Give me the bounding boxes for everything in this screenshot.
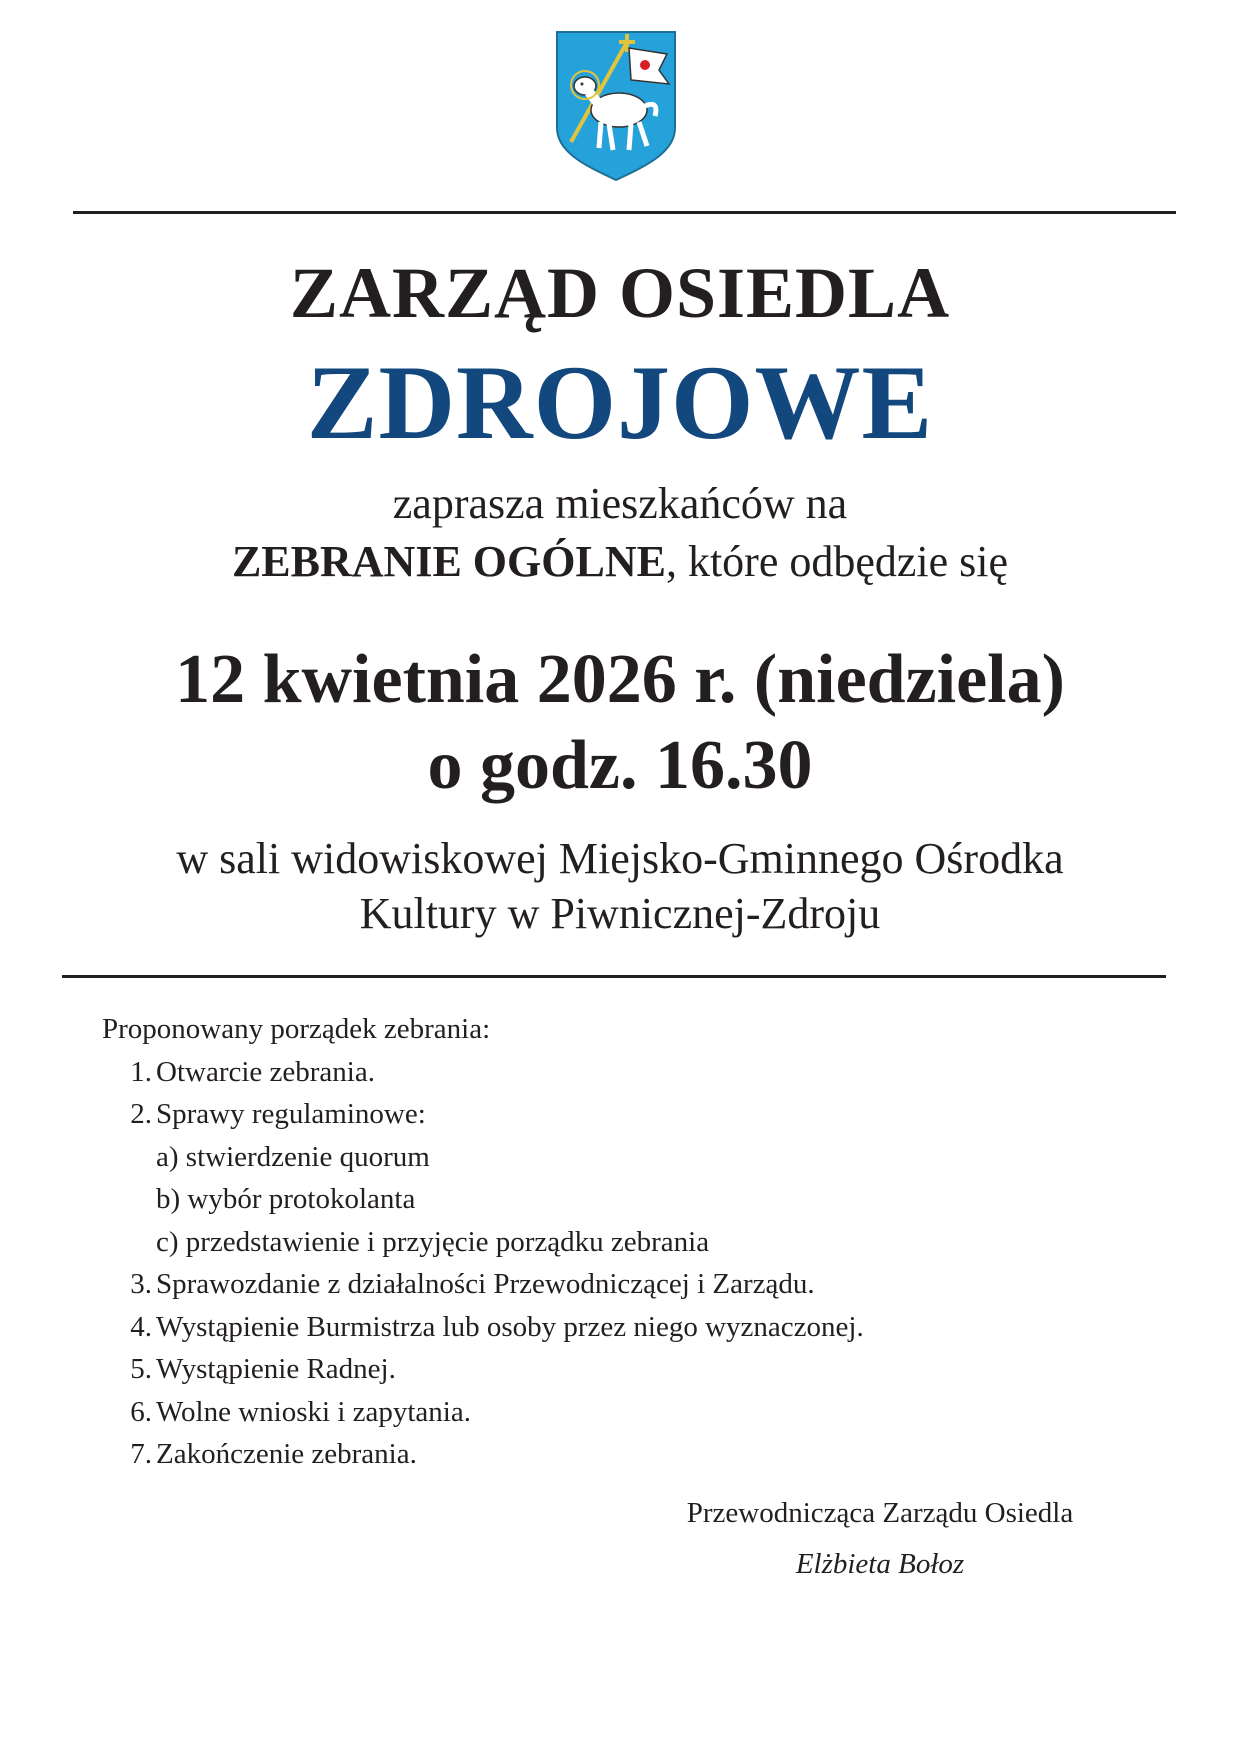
middle-divider <box>62 975 1166 978</box>
agenda-item <box>102 1093 864 1136</box>
title-district: ZDROJOWE <box>306 344 934 461</box>
agenda-item <box>102 1306 864 1349</box>
agenda-item <box>102 1348 864 1391</box>
agenda-heading: Proponowany porządek zebrania: <box>102 1013 491 1045</box>
event-time: o godz. 16.30 <box>427 727 813 804</box>
title-board: ZARZĄD OSIEDLA <box>289 253 951 333</box>
agenda-subitem: c) przedstawienie i przyjęcie porządku zebrania <box>156 1225 710 1258</box>
agenda-item-text: Wolne wnioski i zapytania. <box>156 1395 471 1428</box>
agenda-subitem: a) stwierdzenie quorum <box>156 1140 430 1173</box>
agenda-item-text: Wystąpienie Burmistrza lub osoby przez niego wyznaczonej. <box>156 1310 864 1343</box>
venue-line-2: Kultury w Piwnicznej-Zdroju <box>359 889 881 938</box>
agenda-item-text: Sprawy regulaminowe: <box>156 1098 426 1130</box>
signature-name: Elżbieta Bołoz <box>795 1548 965 1580</box>
agenda <box>102 1008 864 1476</box>
agenda-item <box>102 1051 864 1094</box>
venue-line-1: w sali widowiskowej Miejsko-Gminnego Ośrodka <box>176 834 1064 883</box>
agenda-item-number: 2. <box>130 1098 152 1130</box>
event-date: 12 kwietnia 2026 r. (niedziela) <box>175 641 1065 718</box>
agenda-item-number: 1. <box>130 1055 152 1088</box>
signature-role: Przewodnicząca Zarządu Osiedla <box>686 1497 1074 1529</box>
agenda-item <box>102 1263 864 1306</box>
agenda-item-number: 3. <box>130 1268 152 1300</box>
agenda-item-number: 5. <box>130 1353 152 1385</box>
agenda-subitem: b) wybór protokolanta <box>156 1183 416 1215</box>
agenda-item-text: Wystąpienie Radnej. <box>156 1353 396 1385</box>
invitation-line-2-rest: , które odbędzie się <box>665 537 1009 586</box>
agenda-item-number: 4. <box>130 1310 152 1343</box>
invitation-line-2 <box>0 536 1240 587</box>
coat-of-arms-lamb-icon <box>555 30 677 182</box>
agenda-item <box>102 1433 864 1476</box>
meeting-name: ZEBRANIE OGÓLNE <box>231 537 666 586</box>
agenda-item-number: 6. <box>130 1395 152 1428</box>
agenda-item <box>102 1391 864 1434</box>
agenda-item-number: 7. <box>130 1438 152 1470</box>
agenda-item-text: Otwarcie zebrania. <box>156 1055 375 1088</box>
top-divider <box>73 211 1176 214</box>
agenda-item-text: Zakończenie zebrania. <box>156 1438 417 1470</box>
invitation-line-1: zaprasza mieszkańców na <box>392 479 848 528</box>
agenda-item-text: Sprawozdanie z działalności Przewodniczącej i Zarządu. <box>156 1268 815 1300</box>
